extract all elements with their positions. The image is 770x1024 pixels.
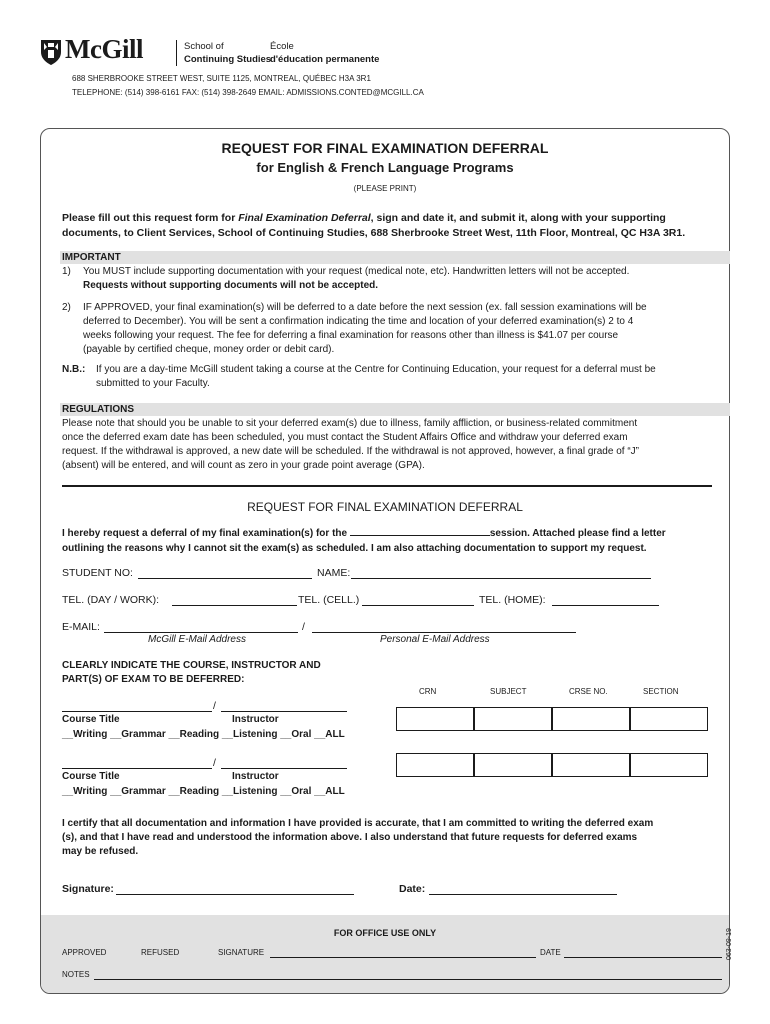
office-heading: FOR OFFICE USE ONLY (333, 928, 437, 938)
course2-subject-box[interactable] (474, 753, 552, 777)
intro-line2: documents, to Client Services, School of Continuing Studies, 688 Sherbrooke Street West, 11th Floor, Montreal, QC H3A 3R1. (62, 227, 686, 239)
office-notes-label: NOTES (62, 970, 90, 979)
course-heading-line1: CLEARLY INDICATE THE COURSE, INSTRUCTOR AND (62, 660, 321, 671)
course1-subject-box[interactable] (474, 707, 552, 731)
course1-crse-box[interactable] (552, 707, 630, 731)
logo-school-fr: École d'éducation permanente (270, 41, 380, 65)
course1-slash: / (213, 700, 216, 712)
header-address: 688 SHERBROOKE STREET WEST, SUITE 1125, MONTREAL, QUÉBEC H3A 3R1 (72, 74, 371, 83)
email-label: E-MAIL: (62, 621, 100, 633)
item1-line1: You MUST include supporting documentation with your request (medical note, etc). Handwritten letters will not be accepted. (83, 266, 630, 277)
course-heading-line2: PART(S) OF EXAM TO BE DEFERRED: (62, 674, 245, 685)
office-signature-input[interactable] (270, 957, 536, 958)
tel-home-label: TEL. (HOME): (479, 594, 546, 606)
course2-crse-box[interactable] (552, 753, 630, 777)
course2-section-box[interactable] (630, 753, 708, 777)
tel-home-input[interactable] (552, 605, 659, 606)
course2-instructor-input[interactable] (221, 768, 347, 769)
col-crse-no: CRSE NO. (569, 687, 608, 696)
office-refused[interactable]: REFUSED (141, 948, 180, 957)
col-section: SECTION (643, 687, 679, 696)
personal-email-caption: Personal E-Mail Address (380, 634, 490, 645)
item2-line4: (payable by certified cheque, money order or debit card). (83, 344, 335, 355)
date-label: Date: (399, 883, 426, 895)
course2-instructor-label: Instructor (232, 771, 279, 782)
course1-title-label: Course Title (62, 714, 120, 725)
item2-number: 2) (62, 302, 71, 313)
col-subject: SUBJECT (490, 687, 527, 696)
personal-email-input[interactable] (312, 632, 576, 633)
regulations-heading: REGULATIONS (62, 404, 135, 415)
email-slash: / (302, 621, 305, 633)
request-line1: I hereby request a deferral of my final examination(s) for the session. Attached please find a letter (62, 528, 666, 539)
student-no-label: STUDENT NO: (62, 567, 133, 579)
page-title: REQUEST FOR FINAL EXAMINATION DEFERRAL (221, 140, 549, 156)
course2-slash: / (213, 757, 216, 769)
tel-cell-input[interactable] (362, 605, 474, 606)
page-subtitle: for English & French Language Programs (256, 160, 514, 175)
course2-crn-box[interactable] (396, 753, 474, 777)
course2-parts[interactable]: __Writing __Grammar __Reading __Listening __Oral __ALL (62, 786, 345, 797)
course1-crn-box[interactable] (396, 707, 474, 731)
date-input[interactable] (429, 894, 617, 895)
office-notes-input[interactable] (94, 979, 722, 980)
form-code: 063-09-19 (726, 928, 733, 960)
office-date-label: DATE (540, 948, 561, 957)
office-approved[interactable]: APPROVED (62, 948, 107, 957)
mcgill-email-input[interactable] (104, 632, 298, 633)
signature-input[interactable] (116, 894, 354, 895)
tel-cell-label: TEL. (CELL.) (298, 594, 360, 606)
nb-line1: If you are a day-time McGill student taking a course at the Centre for Continuing Education, your request for a deferral must be (96, 364, 656, 375)
course2-title-input[interactable] (62, 768, 212, 769)
tel-day-label: TEL. (DAY / WORK): (62, 594, 160, 606)
certify-line1: I certify that all documentation and information I have provided is accurate, that I am committed to writing the deferred exam (62, 818, 654, 829)
office-date-input[interactable] (564, 957, 722, 958)
item2-line3: weeks following your request. The fee for deferring a final examination for reasons other than illness is $41.07 per course (83, 330, 619, 341)
signature-label: Signature: (62, 883, 114, 895)
important-bar (60, 251, 730, 264)
name-label: NAME: (317, 567, 351, 579)
item2-line2: deferred to December). You will be sent a confirmation indicating the time and location of your deferred examination(s) 2 to 4 (83, 316, 634, 327)
name-input[interactable] (351, 578, 651, 579)
regulations-line4: (absent) will be entered, and will count as zero in your grade point average (GPA). (62, 460, 425, 471)
section-divider (62, 485, 712, 487)
nb-label: N.B.: (62, 364, 86, 375)
certify-line3: may be refused. (62, 846, 139, 857)
item1-number: 1) (62, 266, 71, 277)
course1-parts[interactable]: __Writing __Grammar __Reading __Listening __Oral __ALL (62, 729, 345, 740)
course2-title-label: Course Title (62, 771, 120, 782)
regulations-line1: Please note that should you be unable to sit your deferred exam(s) due to illness, family affliction, or business-related commitment (62, 418, 638, 429)
logo-school-en: School of Continuing Studies (184, 41, 272, 65)
office-signature-label: SIGNATURE (218, 948, 265, 957)
header-contact: TELEPHONE: (514) 398-6161 FAX: (514) 398-2649 EMAIL: ADMISSIONS.CONTED@MCGILL.CA (72, 88, 424, 97)
form-title: REQUEST FOR FINAL EXAMINATION DEFERRAL (247, 500, 523, 514)
tel-day-input[interactable] (172, 605, 297, 606)
print-note: (PLEASE PRINT) (353, 184, 417, 193)
student-no-input[interactable] (138, 578, 312, 579)
nb-line2: submitted to your Faculty. (96, 378, 210, 389)
mcgill-shield-icon (40, 38, 62, 66)
col-crn: CRN (419, 687, 437, 696)
regulations-line2: once the deferred exam date has been scheduled, you must contact the Student Affairs Office and withdraw your deferred exam (62, 432, 628, 443)
certify-line2: (s), and that I have read and understood the information above. I also understand that future requests for deferred exams (62, 832, 638, 843)
item2-line1: IF APPROVED, your final examination(s) will be deferred to a date before the next session (ex. fall session examinations will be (83, 302, 647, 313)
course1-instructor-label: Instructor (232, 714, 279, 725)
item1-line2: Requests without supporting documents will not be accepted. (83, 280, 379, 291)
logo-wordmark: McGill (65, 34, 143, 64)
session-input[interactable] (350, 535, 490, 536)
course1-title-input[interactable] (62, 711, 212, 712)
mcgill-email-caption: McGill E-Mail Address (148, 634, 246, 645)
regulations-line3: request. If the withdrawal is approved, a new date will be scheduled. If the withdrawal is not approved, however, a final grade of “J” (62, 446, 639, 457)
intro-line1: Please fill out this request form for Final Examination Deferral, sign and date it, and submit it, along with your supporting (62, 212, 666, 224)
request-line2: outlining the reasons why I cannot sit the exam(s) as scheduled. I am also attaching documentation to support my request. (62, 543, 647, 554)
important-heading: IMPORTANT (62, 252, 121, 263)
logo-divider (176, 40, 177, 66)
course1-instructor-input[interactable] (221, 711, 347, 712)
course1-section-box[interactable] (630, 707, 708, 731)
regulations-bar (60, 403, 730, 416)
